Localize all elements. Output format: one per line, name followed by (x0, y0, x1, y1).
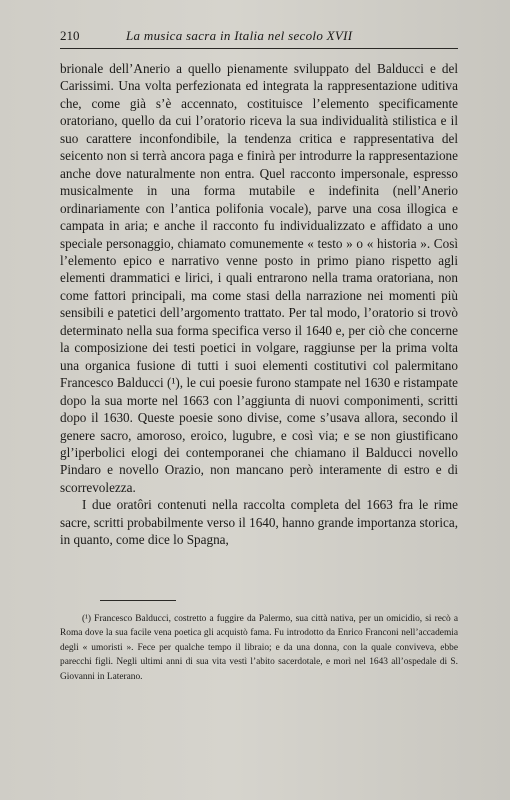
footnote: (¹) Francesco Balducci, costretto a fuggire da Palermo, sua città nativa, per un omicidio, si recò a Roma dove la sua facile vena poetica gli acquistò fama. Fu introdotto da Enrico Franconi nell’accademia degli « umoristi ». Fece per qualche tempo il libraio; e da una donna, con la quale conviveva, ebbe parecchi figli. Negli ultimi anni di sua vita vestì l’abito sacerdotale, e morì nel 1643 all’ospedale di S. Giovanni in Laterano. (60, 614, 458, 682)
paragraph-2: I due oratôri contenuti nella raccolta completa del 1663 fra le rime sacre, scritti probabilmente verso il 1640, hanno grande importanza storica, in quanto, come dice lo Spagna, (60, 497, 458, 548)
running-header (60, 28, 460, 48)
paragraph-1: brionale dell’Anerio a quello pienamente sviluppato del Balducci e del Carissimi. Una volta perfezionata ed integrata la rappresentazione uditiva che, come già s’è accennato, costituisce l’elemento specificamente oratoriano, quello da cui l’oratorio riceva la sua individualità stilistica e il suo carattere inconfondibile, la tendenza critica e rappresentativa del seicento non si terrà ancora paga e finirà per introdurre la rappresentazione anche dove naturalmente non entra. Quel racconto impersonale, espresso musicalmente in una forma mutabile e indefinita (nell’Anerio ordinariamente con l’antica polifonia vocale), parve una cosa illogica e campata in aria; e anche il racconto fu individualizzato e affidato a uno speciale personaggio, chiamato comunemente « testo » o « historia ». Così l’elemento epico e narrativo venne posto in primo piano rispetto agli elementi drammatici e lirici, i quali entrarono nella trama oratoriana, non come fattori principali, ma come stasi della narrazione nei momenti più sensibili e patetici dell’argomento trattato. Per tal modo, l’oratorio si trovò determinato nella sua forma specifica verso il 1640 e, per ciò che concerne la composizione dei testi poetici in volgare, raggiunse per la prima volta una organica fusione di tutti i suoi elementi costitutivi col palermitano Francesco Balducci (¹), le cui poesie furono stampate nel 1630 e ristampate dopo la sua morte nel 1663 con l’aggiunta di nuovi componimenti, scritti dopo il 1630. Queste poesie sono divise, come s’usava allora, secondo il genere sacro, amoroso, eroico, lugubre, e così via; e se non giustificano gl’iperbolici elogi dei contemporanei che chiamano il Balducci novello Pindaro e novello Orazio, non mancano però interamente di estro e di scorrevolezza. (60, 61, 458, 495)
page-number: 210 (60, 28, 80, 43)
running-title: La musica sacra in Italia nel secolo XVII (126, 28, 353, 43)
header-rule (60, 48, 458, 49)
main-text (60, 60, 458, 549)
footnote-rule (100, 600, 176, 601)
